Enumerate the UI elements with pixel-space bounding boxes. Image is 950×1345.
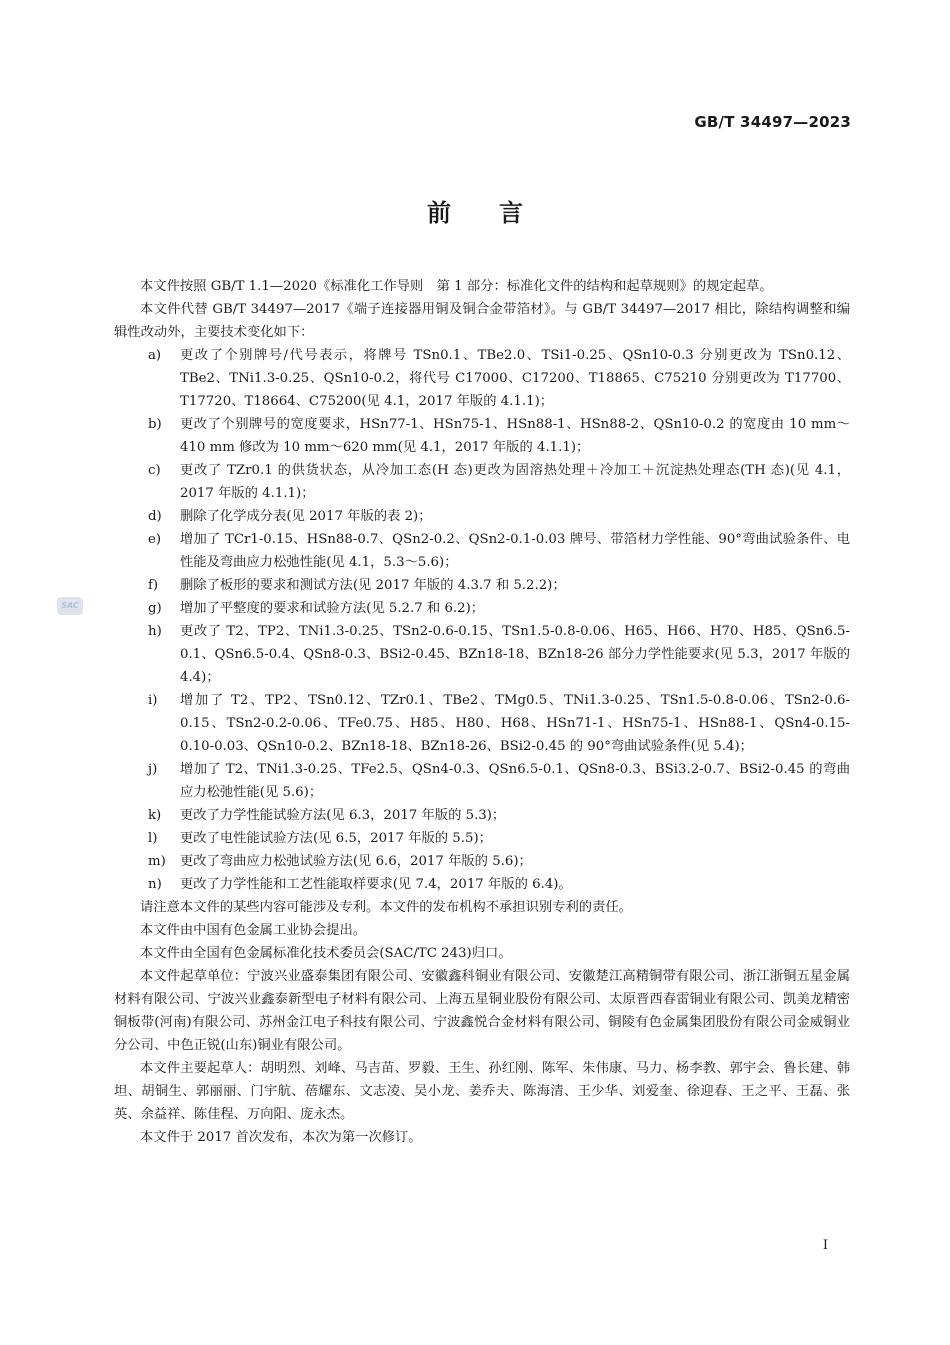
list-text: 增加了 T2、TNi1.3-0.25、TFe2.5、QSn4-0.3、QSn6.5-0.1、QSn8-0.3、BSi3.2-0.7、BSi2-0.45 的弯曲应力松弛性能(见 5.6)； [180, 762, 850, 800]
list-text: 更改了弯曲应力松弛试验方法(见 6.6，2017 年版的 5.6)； [180, 854, 532, 869]
list-marker: b) [148, 417, 162, 432]
list-marker: m) [148, 854, 166, 869]
proposer-statement: 本文件由中国有色金属工业协会提出。 [140, 923, 367, 938]
list-item [114, 505, 850, 528]
list-marker: c) [148, 463, 161, 478]
list-item [114, 574, 850, 597]
list-marker: e) [148, 532, 162, 547]
list-marker: i) [148, 693, 158, 708]
list-text: 更改了 T2、TP2、TNi1.3-0.25、TSn2-0.6-0.15、TSn1.5-0.8-0.06、H65、H66、H70、H85、QSn6.5-0.1、QSn6.5-0.4、QSn8-0.3、BSi2-0.45、BZn18-18、BZn18-26 部分力学性能要求(见 5.3，2017 年版的 4.4)； [180, 624, 850, 685]
title-char-1: 前 [427, 199, 451, 227]
technical-changes-list [114, 344, 850, 896]
page-title [0, 193, 950, 228]
list-item [114, 758, 850, 804]
list-text: 更改了个别牌号的宽度要求，HSn77-1、HSn75-1、HSn88-1、HSn88-2、QSn10-0.2 的宽度由 10 mm～410 mm 修改为 10 mm～620 mm(见 4.1，2017 年版的 4.1.1)； [180, 417, 850, 455]
list-marker: f) [148, 578, 159, 593]
list-item [114, 827, 850, 850]
standard-code: GB/T 34497—2023 [694, 113, 851, 131]
list-text: 更改了力学性能和工艺性能取样要求(见 7.4，2017 年版的 6.4)。 [180, 877, 572, 892]
list-text: 增加了 TCr1-0.15、HSn88-0.7、QSn2-0.2、QSn2-0.1-0.03 牌号、带箔材力学性能、90°弯曲试验条件、电性能及弯曲应力松弛性能(见 4.1，5.3～5.6)； [180, 532, 850, 570]
list-text: 更改了个别牌号/代号表示，将牌号 TSn0.1、TBe2.0、TSi1-0.25、QSn10-0.3 分别更改为 TSn0.12、TBe2、TNi1.3-0.25、QSn10-0.2，将代号 C17000、C17200、T18865、C75210 分别更改为 T17700、T17720、T18664、C75200(见 4.1，2017 年版的 4.1.1)； [180, 348, 850, 409]
list-item [114, 620, 850, 689]
list-item [114, 804, 850, 827]
revision-history: 本文件于 2017 首次发布，本次为第一次修订。 [140, 1130, 422, 1145]
intro-paragraph-2: 本文件代替 GB/T 34497—2017《端子连接器用铜及铜合金带箔材》。与 GB/T 34497—2017 相比，除结构调整和编辑性改动外，主要技术变化如下： [114, 302, 850, 340]
list-marker: j) [148, 762, 158, 777]
list-text: 增加了 T2、TP2、TSn0.12、TZr0.1、TBe2、TMg0.5、TNi1.3-0.25、TSn1.5-0.8-0.06、TSn2-0.6-0.15、TSn2-0.2-0.06、TFe0.75、H85、H80、H68、HSn71-1、HSn75-1、HSn88-1、QSn4-0.15-0.10-0.03、QSn10-0.2、BZn18-18、BZn18-26、BSi2-0.45 的 90°弯曲试验条件(见 5.4)； [180, 693, 850, 754]
intro-paragraph-1: 本文件按照 GB/T 1.1—2020《标准化工作导则 第 1 部分：标准化文件的结构和起草规则》的规定起草。 [140, 279, 773, 294]
list-item [114, 528, 850, 574]
list-marker: d) [148, 509, 162, 524]
list-item [114, 459, 850, 505]
list-text: 删除了化学成分表(见 2017 年版的表 2)； [180, 509, 432, 524]
list-text: 更改了 TZr0.1 的供货状态，从冷加工态(H 态)更改为固溶热处理＋冷加工＋沉淀热处理态(TH 态)(见 4.1，2017 年版的 4.1.1)； [180, 463, 850, 501]
list-marker: a) [148, 348, 162, 363]
title-char-2: 言 [499, 199, 523, 227]
drafters: 本文件主要起草人：胡明烈、刘峰、马吉苗、罗毅、王生、孙红刚、陈军、朱伟康、马力、杨李教、郭宇会、鲁长建、韩坦、胡铜生、郭丽丽、门宇航、蓓耀东、文志凌、吴小龙、姜乔夫、陈海清、王少华、刘爱奎、徐迎春、王之平、王磊、张英、余益祥、陈佳程、万向阳、庞永杰。 [114, 1061, 850, 1122]
list-text: 更改了电性能试验方法(见 6.5，2017 年版的 5.5)； [180, 831, 492, 846]
list-item [114, 597, 850, 620]
preface-body [114, 275, 850, 1149]
list-marker: k) [148, 808, 162, 823]
list-item [114, 344, 850, 413]
list-text: 更改了力学性能试验方法(见 6.3，2017 年版的 5.3)； [180, 808, 506, 823]
list-text: 删除了板形的要求和测试方法(见 2017 年版的 4.3.7 和 5.2.2)； [180, 578, 566, 593]
committee-statement: 本文件由全国有色金属标准化技术委员会(SAC/TC 243)归口。 [140, 946, 512, 961]
list-item [114, 413, 850, 459]
list-marker: g) [148, 601, 162, 616]
list-item [114, 850, 850, 873]
sac-logo-icon: SAC [57, 597, 83, 615]
list-item [114, 873, 850, 896]
patent-notice: 请注意本文件的某些内容可能涉及专利。本文件的发布机构不承担识别专利的责任。 [140, 900, 632, 915]
list-text: 增加了平整度的要求和试验方法(见 5.2.7 和 6.2)； [180, 601, 485, 616]
list-marker: h) [148, 624, 162, 639]
list-item [114, 689, 850, 758]
list-marker: n) [148, 877, 162, 892]
drafting-units: 本文件起草单位：宁波兴业盛泰集团有限公司、安徽鑫科铜业有限公司、安徽楚江高精铜带有限公司、浙江浙铜五星金属材料有限公司、宁波兴业鑫泰新型电子材料有限公司、上海五星铜业股份有限公司、太原晋西春雷铜业有限公司、凯美龙精密铜板带(河南)有限公司、苏州金江电子科技有限公司、宁波鑫悦合金材料有限公司、铜陵有色金属集团股份有限公司金威铜业分公司、中色正锐(山东)铜业有限公司。 [114, 969, 850, 1053]
list-marker: l) [148, 831, 158, 846]
page-number: I [822, 1238, 828, 1253]
